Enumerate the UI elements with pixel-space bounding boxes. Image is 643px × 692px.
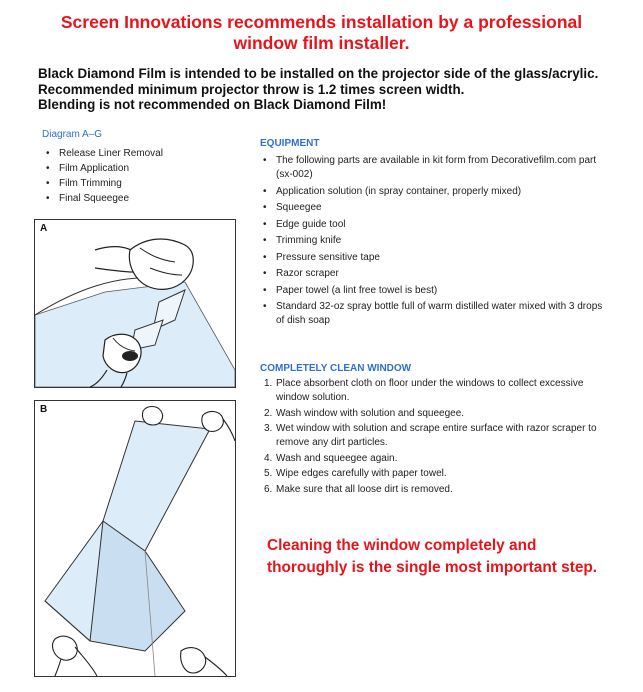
banner-line-1: Screen Innovations recommends installation by a professional (60, 12, 583, 32)
equipment-item: • Application solution (in spray container, properly mixed) (262, 185, 612, 199)
step-number: 6. (264, 483, 273, 495)
cleaning-title: COMPLETELY CLEAN WINDOW (260, 363, 412, 374)
equipment-item: • Trimming knife (262, 234, 612, 248)
equipment-item: • The following parts are available in kit form from Decorativefilm.com part (sx-002) (262, 154, 612, 182)
diagram-list (44, 146, 163, 206)
step-number: 5. (264, 468, 273, 480)
note-projector-throw: Recommended minimum projector throw is 1.2 times screen width. (38, 81, 465, 97)
step-number: 3. (264, 423, 273, 435)
equipment-item: • Standard 32-oz spray bottle full of warm distilled water mixed with 3 drops of dish soap (262, 300, 612, 328)
diagram-item: • Release Liner Removal (44, 146, 163, 161)
diagram-panel-b (34, 400, 236, 677)
diagram-item: • Film Application (44, 161, 163, 176)
equipment-list (262, 154, 612, 331)
panel-label-a: A (40, 223, 48, 234)
diagram-panel-a (34, 219, 236, 388)
banner-line-2: window film installer. (233, 33, 410, 53)
cleaning-step (264, 452, 616, 466)
cleaning-step (264, 422, 616, 450)
step-text: Wash and squeegee again. (276, 452, 398, 464)
note-blending: Blending is not recommended on Black Diamond Film! (38, 97, 387, 112)
cleaning-step (264, 407, 616, 421)
equipment-item: • Razor scraper (262, 267, 612, 281)
film-application-illustration (35, 401, 235, 676)
cleaning-step (264, 483, 616, 497)
equipment-item: • Pressure sensitive tape (262, 251, 612, 265)
cleaning-steps (264, 377, 616, 498)
panel-label-b: B (40, 404, 48, 415)
step-text: Wipe edges carefully with paper towel. (276, 468, 447, 480)
important-callout: Cleaning the window completely and thoroughly is the single most important step. (267, 537, 598, 576)
step-number: 2. (264, 407, 273, 419)
equipment-item: • Edge guide tool (262, 218, 612, 232)
step-number: 4. (264, 452, 273, 464)
step-number: 1. (264, 378, 273, 389)
equipment-title: EQUIPMENT (260, 138, 320, 149)
equipment-item: • Squeegee (262, 201, 612, 215)
diagram-title: Diagram A–G (42, 129, 103, 140)
installation-notes (38, 66, 628, 113)
equipment-item: • Paper towel (a lint free towel is best) (262, 284, 612, 298)
diagram-item: • Film Trimming (44, 176, 163, 191)
note-projector-side: Black Diamond Film is intended to be installed on the projector side of the glass/acrylic. (38, 66, 599, 81)
diagram-item: • Final Squeegee (44, 191, 163, 206)
step-text: Wash window with solution and squeegee. (276, 407, 465, 419)
step-text: Place absorbent cloth on floor under the windows to collect excessive window solution. (276, 378, 584, 404)
liner-removal-illustration (35, 220, 235, 387)
step-text: Make sure that all loose dirt is removed. (276, 483, 453, 495)
recommendation-banner (40, 12, 603, 54)
step-text: Wet window with solution and scrape entire surface with razor scraper to remove any dirt particles. (276, 423, 597, 449)
cleaning-step (264, 377, 616, 405)
cleaning-step (264, 467, 616, 481)
